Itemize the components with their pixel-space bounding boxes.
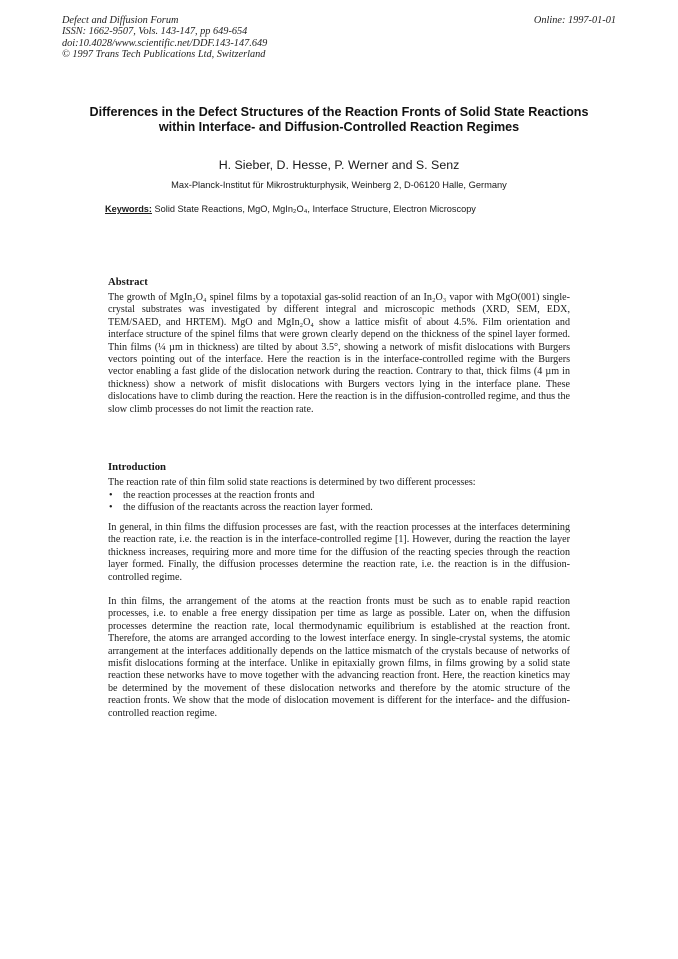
online-date: Online: 1997-01-01 (533, 15, 616, 26)
intro-bullet-1: • the reaction processes at the reaction fronts and (108, 490, 570, 502)
journal-name: Defect and Diffusion Forum (62, 15, 179, 26)
intro-bullet-2: • the diffusion of the reactants across the reaction layer formed. (108, 502, 570, 514)
page-header (62, 15, 616, 61)
abstract-text: The growth of MgIn₂O₄ spinel films by a topotaxial gas-solid reaction of an In₂O₃ vapor with MgO(001) single-crystal substrates was investigated by different integral and microscopic methods (XRD, SEM, EDX, TEM/SAED, and HRTEM). MgO and MgIn₂O₄ show a lattice misfit of about 4.5%. Film orientation and interface structure of the spinel films that were grown clearly depend on the thickness of the spinel layer formed. Thin films (¼ µm in thickness) are tilted by about 3.5°, showing a network of misfit dislocations with Burgers vectors pointing out of the interface. Here the reaction is in the interface-controlled regime with the Burgers vector enabling a fast glide of the dislocation network during the reaction. Contrary to that, thick films (4 µm in thickness) show a network of misfit dislocations with Burgers vectors lying in the interface plane. These dislocations have to climb during the reaction. Here the reaction is in the diffusion-controlled regime, and thus the slow climb processes do not limit the reaction rate. (108, 292, 570, 415)
keywords-label: Keywords: (105, 204, 152, 214)
intro-paragraph-1: In general, in thin films the diffusion processes are fast, with the reaction processes at the interfaces determining the reaction rate, i.e. the reaction is in the interface-controlled regime [1]. However, during the reaction the layer thickness increases, requiring more and more time for the diffusion of the reacting species through the reaction layer formed. Finally, the diffusion processes determine the reaction rate, i.e. the reaction is in the diffusion-controlled regime. (108, 522, 570, 583)
doi-line: doi:10.4028/www.scientific.net/DDF.143-147.649 (62, 37, 268, 49)
keywords-list: Solid State Reactions, MgO, MgIn₂O₄, Interface Structure, Electron Microscopy (154, 204, 476, 214)
paper-authors: H. Sieber, D. Hesse, P. Werner and S. Senz (218, 158, 460, 172)
intro-lead: The reaction rate of thin film solid state reactions is determined by two different processes: (108, 477, 476, 488)
introduction-heading: Introduction (108, 461, 167, 473)
issn-line: ISSN: 1662-9507, Vols. 143-147, pp 649-654 (62, 26, 248, 38)
abstract-heading: Abstract (108, 276, 148, 288)
copyright-line: © 1997 Trans Tech Publications Ltd, Switzerland (62, 49, 266, 61)
paper-title: Differences in the Defect Structures of the Reaction Fronts of Solid State Reactions within Interface- and Diffusion-Controlled Reaction Regimes (89, 105, 589, 134)
intro-paragraph-2: In thin films, the arrangement of the atoms at the reaction fronts must be such as to enable rapid reaction processes, i.e. to enable a free energy dissipation per time as large as possible. Later on, when the diffusion processes determine the reaction rate, local thermodynamic equilibrium is established at the reaction front. Therefore, the atoms are arranged according to the lowest interface energy. In single-crystal systems, the atomic arrangement at the interfaces additionally depends on the lattice mismatch of the crystals because of networks of misfit dislocations forming at the interface. Unlike in epitaxially grown films, in films growing by a solid state reaction these networks have to move together with the advancing reaction front. Here, the reaction kinetics may be determined by the movement of these dislocation networks and therefore by the atomic structure of the reaction fronts. We show that the mode of dislocation movement is different for the interface- and the diffusion-controlled reaction regime. (108, 596, 570, 719)
paper-affiliation: Max-Planck-Institut für Mikrostrukturphysik, Weinberg 2, D-06120 Halle, Germany (171, 180, 507, 190)
keywords-line (105, 204, 625, 214)
intro-bullet-list (108, 490, 570, 515)
